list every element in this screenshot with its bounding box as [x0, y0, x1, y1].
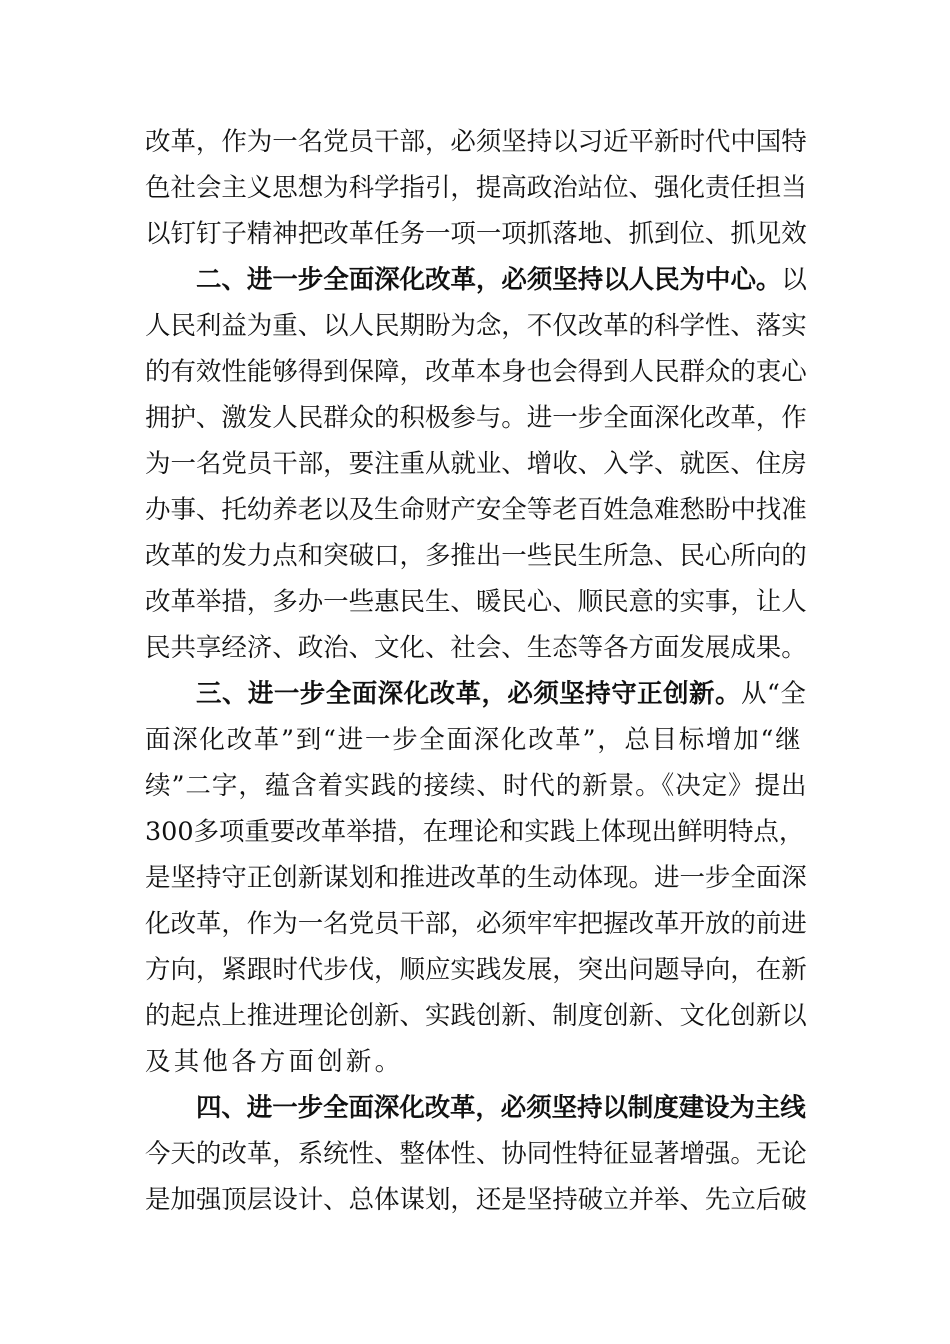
paragraph-line: 化改革，作为一名党员干部，必须牢牢把握改革开放的前进: [145, 909, 807, 939]
paragraph-line: 是加强顶层设计、总体谋划，还是坚持破立并举、先立后破: [145, 1185, 807, 1215]
paragraph-line: 民共享经济、政治、文化、社会、生态等各方面发展成果。: [145, 633, 807, 663]
paragraph-line: 续”二字，蕴含着实践的接续、时代的新景。《决定》提出: [145, 771, 808, 801]
paragraph-line: 为一名党员干部，要注重从就业、增收、入学、就医、住房: [145, 449, 807, 479]
paragraph-line: 以钉钉子精神把改革任务一项一项抓落地、抓到位、抓见效: [145, 219, 807, 249]
paragraph-line: 面深化改革”到“进一步全面深化改革”，总目标增加“继: [145, 725, 803, 755]
section-3-heading: 三、进一步全面深化改革，必须坚持守正创新。: [196, 679, 741, 709]
paragraph-line: 改革，作为一名党员干部，必须坚持以习近平新时代中国特: [145, 127, 807, 157]
paragraph-line: 是坚持守正创新谋划和推进改革的生动体现。进一步全面深: [145, 863, 807, 893]
paragraph-line: 拥护、激发人民群众的积极参与。进一步全面深化改革，作: [145, 403, 807, 433]
section-2-first-line: [196, 264, 807, 296]
paragraph-line: 改革举措，多办一些惠民生、暖民心、顺民意的实事，让人: [145, 587, 807, 617]
section-2-heading: 二、进一步全面深化改革，必须坚持以人民为中心。: [196, 265, 782, 295]
paragraph-line: 色社会主义思想为科学指引，提高政治站位、强化责任担当: [145, 173, 807, 203]
paragraph-line: 改革的发力点和突破口，多推出一些民生所急、民心所向的: [145, 541, 807, 571]
section-4-heading: 四、进一步全面深化改革，必须坚持以制度建设为主线: [196, 1093, 806, 1123]
section-2-first-tail: 以: [781, 265, 807, 295]
paragraph-line: 人民利益为重、以人民期盼为念，不仅改革的科学性、落实: [145, 311, 807, 341]
paragraph-line: 办事、托幼养老以及生命财产安全等老百姓急难愁盼中找准: [145, 495, 807, 525]
section-3-first-tail: 从“全: [740, 679, 807, 709]
paragraph-line: 今天的改革，系统性、整体性、协同性特征显著增强。无论: [145, 1139, 807, 1169]
paragraph-line: 的起点上推进理论创新、实践创新、制度创新、文化创新以: [145, 1001, 807, 1031]
paragraph-line: 300多项重要改革举措，在理论和实践上体现出鲜明特点，: [145, 817, 805, 847]
paragraph-line: 的有效性能够得到保障，改革本身也会得到人民群众的衷心: [145, 357, 807, 387]
paragraph-line: 及其他各方面创新。: [145, 1047, 404, 1077]
section-3-first-line: [196, 678, 807, 710]
paragraph-line: 方向，紧跟时代步伐，顺应实践发展，突出问题导向，在新: [145, 955, 807, 985]
